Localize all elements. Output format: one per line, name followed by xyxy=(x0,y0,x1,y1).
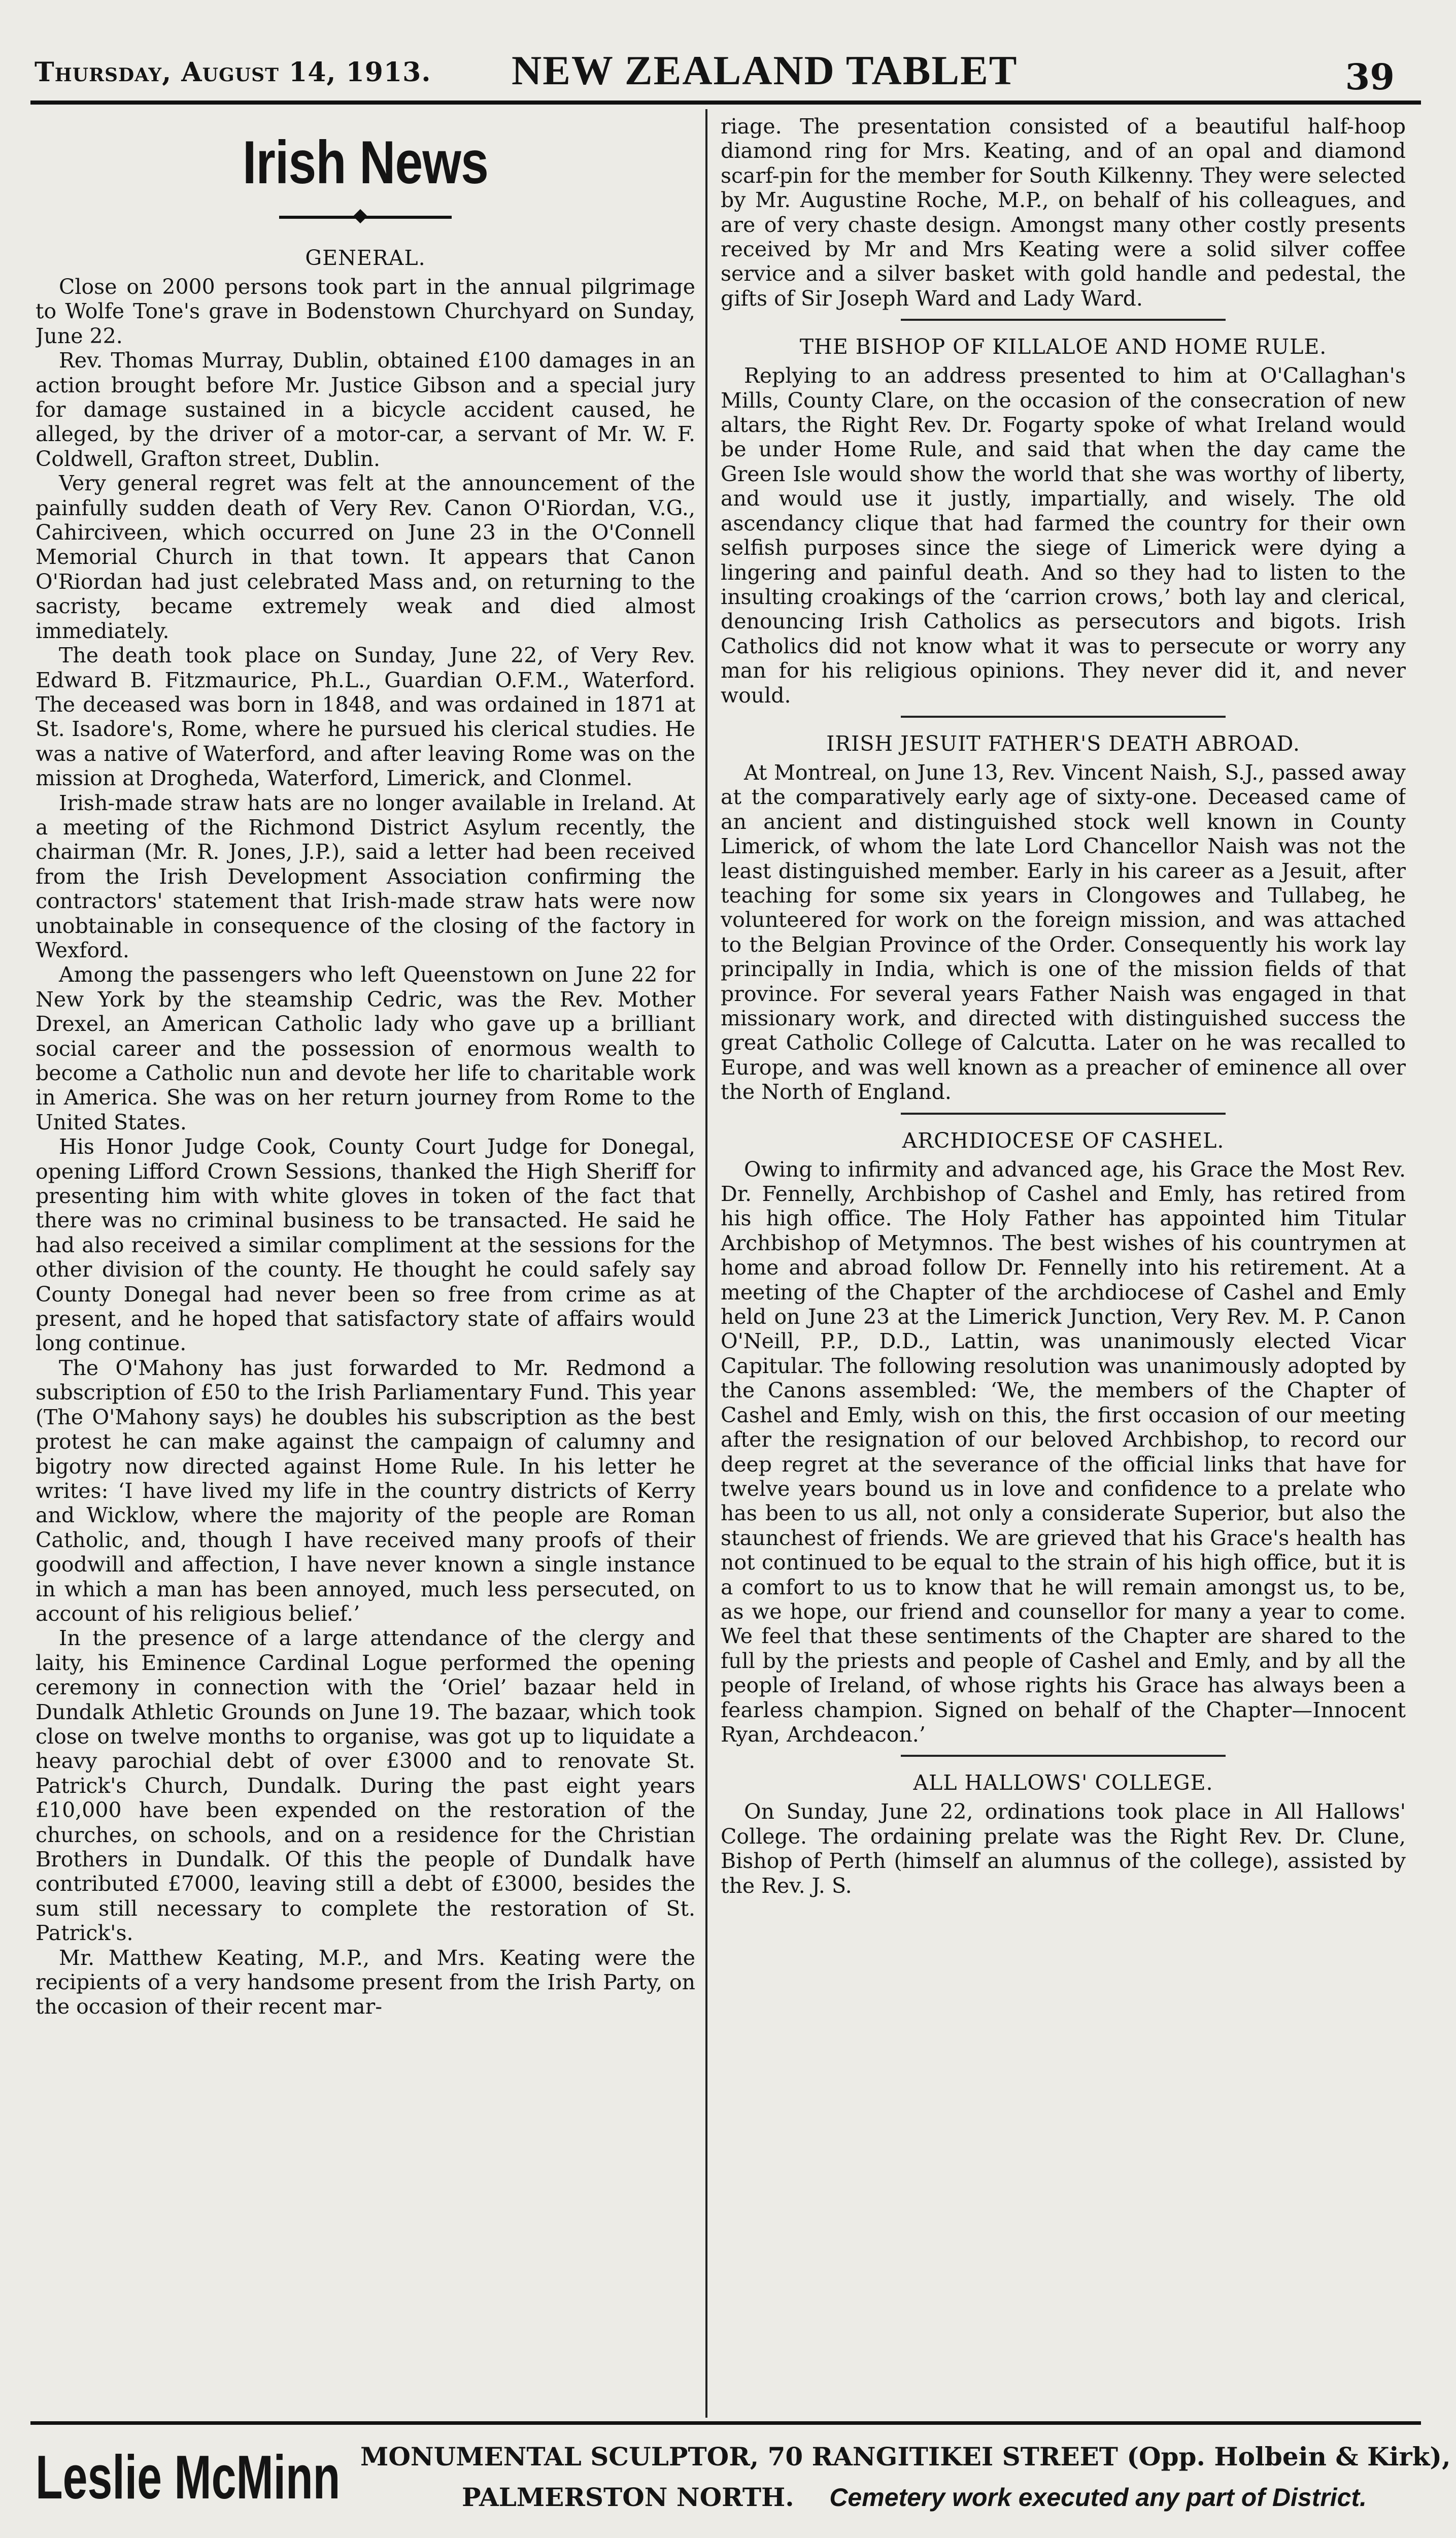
section-rule xyxy=(901,1113,1226,1115)
general-heading: GENERAL. xyxy=(305,246,426,270)
article-paragraph: At Montreal, on June 13, Rev. Vincent Naish, S.J., passed away at the comparatively early age of sixty-one. Deceased came of an ancient and distinguished stock well known in County Limerick, of whom the late Lord Chancellor Naish was not the least distinguished member. Early in his career as a Jesuit, after teaching for some six years in Clongowes and Tullabeg, he volunteered for work on the foreign mission, and was attached to the Belgian Province of the Order. Consequently his work lay principally in India, which is one of the mission fields of that province. For several years Father Naish was engaged in that missionary work, and directed with distinguished success the great Catholic College of Calcutta. Later on he was recalled to Europe, and was well known as a preacher of eminence all over the North of England. xyxy=(721,760,1406,1105)
masthead-title: NEW ZEALAND TABLET xyxy=(512,47,1018,93)
column-divider xyxy=(705,109,707,2418)
advertiser-address: MONUMENTAL SCULPTOR, 70 RANGITIKEI STREET (Opp. Holbein & Kirk), xyxy=(360,2442,1451,2472)
article-paragraph: His Honor Judge Cook, County Court Judge for Donegal, opening Lifford Crown Sessions, thanked the High Sheriff for presenting him with white gloves in token of the fact that there was no criminal business to be transacted. He said he had also received a similar compliment at the sessions for the other division of the county. He thought he could safely say County Donegal had never been so free from crime as at present, and he hoped that satisfactory state of affairs would long continue. xyxy=(36,1134,695,1356)
section-title: Irish News xyxy=(242,128,488,196)
advertiser-note: Cemetery work executed any part of District. xyxy=(829,2483,1367,2512)
article-paragraph: Replying to an address presented to him at O'Callaghan's Mills, County Clare, on the occasion of the consecration of new altars, the Right Rev. Dr. Fogarty spoke of what Ireland would be under Home Rule, and said that when the day came the Green Isle would show the world that she was worthy of liberty, and would use it justly, impartially, and wisely. The old ascendancy clique that had farmed the country for their own selfish purposes since the siege of Limerick were dying a lingering and painful death. And so they had to listen to the insulting croakings of the ‘carrion crows,’ both lay and clerical, denouncing Irish Catholics as persecutors and bigots. Irish Catholics did not know what it was to persecute or worry any man for his religious opinions. They never did it, and never would. xyxy=(721,363,1406,708)
continued-paragraph: riage. The presentation consisted of a beautiful half-hoop diamond ring for Mrs. Keating, and of an opal and diamond scarf-pin for the member for South Kilkenny. They were selected by Mr. Augustine Roche, M.P., on behalf of his colleagues, and are of very chaste design. Amongst many other costly presents received by Mr and Mrs Keating were a solid silver coffee service and a silver basket with gold handle and pedestal, the gifts of Sir Joseph Ward and Lady Ward. xyxy=(721,114,1406,311)
article-paragraph: Owing to infirmity and advanced age, his Grace the Most Rev. Dr. Fennelly, Archbishop of Cashel and Emly, has retired from his high office. The Holy Father has appointed him Titular Archbishop of Metymnos. The best wishes of his countrymen at home and abroad follow Dr. Fennelly into his retirement. At a meeting of the Chapter of the archdiocese of Cashel and Emly held on June 23 at the Limerick Junction, Very Rev. M. P. Canon O'Neill, P.P., D.D., Lattin, was unanimously elected Vicar Capitular. The following resolution was unanimously adopted by the Canons assembled: ‘We, the members of the Chapter of Cashel and Emly, wish on this, the first occasion of our meeting after the resignation of our beloved Archbishop, to record our deep regret at the severance of the official links that have for twelve years bound us in love and confidence to a prelate who has been to us all, not only a considerate Superior, but also the staunchest of friends. We are grieved that his Grace's health has not continued to be equal to the strain of his high office, but it is a comfort to us to know that he will remain amongst us, to be, as we hope, our friend and counsellor for many a year to come. We feel that these sentiments of the Chapter are shared to the full by the priests and people of Cashel and Emly, and by all the people of Ireland, of whose rights his Grace has always been a fearless champion. Signed on behalf of the Chapter—Innocent Ryan, Archdeacon.’ xyxy=(721,1157,1406,1747)
header-rule xyxy=(30,101,1421,105)
advertiser-name: Leslie McMinn xyxy=(36,2443,341,2512)
article-paragraph: The O'Mahony has just forwarded to Mr. Redmond a subscription of £50 to the Irish Parliamentary Fund. This year (The O'Mahony says) he doubles his subscription as the best protest he can make against the campaign of calumny and bigotry now directed against Home Rule. In his letter he writes: ‘I have lived my life in the country districts of Kerry and Wicklow, where the majority of the people are Roman Catholic, and, though I have received many proofs of their goodwill and affection, I have never known a single instance in which a man has been annoyed, much less persecuted, on account of his religious belief.’ xyxy=(36,1355,695,1626)
jesuit-heading: IRISH JESUIT FATHER'S DEATH ABROAD. xyxy=(826,731,1300,756)
section-rule xyxy=(901,1755,1226,1757)
article-paragraph: The death took place on Sunday, June 22, of Very Rev. Edward B. Fitzmaurice, Ph.L., Guardian O.F.M., Waterford. The deceased was born in 1848, and was ordained in 1871 at St. Isadore's, Rome, where he pursued his clerical studies. He was a native of Waterford, and after leaving Rome was on the mission at Drogheda, Waterford, Limerick, and Clonmel. xyxy=(36,643,695,791)
advertiser-locality xyxy=(462,2482,1367,2512)
article-paragraph: In the presence of a large attendance of the clergy and laity, his Eminence Cardinal Logue performed the opening ceremony in connection with the ‘Oriel’ bazaar held in Dundalk Athletic Grounds on June 19. The bazaar, which took close on twelve months to organise, was got up to liquidate a heavy parochial debt of over £3000 and to renovate St. Patrick's Church, Dundalk. During the past eight years £10,000 have been expended on the restoration of the churches, on schools, and on a residence for the Christian Brothers in Dundalk. Of this the people of Dundalk have contributed £7000, leaving still a debt of £3000, besides the sum still necessary to complete the restoration of St. Patrick's. xyxy=(36,1626,695,1946)
article-paragraph: Close on 2000 persons took part in the annual pilgrimage to Wolfe Tone's grave in Bodenstown Churchyard on Sunday, June 22. xyxy=(36,275,695,348)
cashel-heading: ARCHDIOCESE OF CASHEL. xyxy=(902,1128,1225,1153)
page-header xyxy=(35,47,1405,103)
title-ornament-rule xyxy=(279,216,452,219)
advertiser-town: PALMERSTON NORTH. xyxy=(462,2482,794,2512)
section-rule xyxy=(901,716,1226,718)
footer-advertisement xyxy=(36,2436,1451,2538)
article-paragraph: Irish-made straw hats are no longer available in Ireland. At a meeting of the Richmond District Asylum recently, the chairman (Mr. R. Jones, J.P.), said a letter had been received from the Irish Development Association confirming the contractors' statement that Irish-made straw hats were now unobtainable in consequence of the closing of the factory in Wexford. xyxy=(36,790,695,962)
left-column xyxy=(36,114,695,2419)
right-column xyxy=(721,114,1406,2419)
article-paragraph: Mr. Matthew Keating, M.P., and Mrs. Keating were the recipients of a very handsome present from the Irish Party, on the occasion of their recent mar- xyxy=(36,1945,695,2019)
article-paragraph: On Sunday, June 22, ordinations took place in All Hallows' College. The ordaining prelate was the Right Rev. Dr. Clune, Bishop of Perth (himself an alumnus of the college), assisted by the Rev. J. S. xyxy=(721,1799,1406,1898)
article-paragraph: Very general regret was felt at the announcement of the painfully sudden death of Very Rev. Canon O'Riordan, V.G., Cahirciveen, which occurred on June 23 in the O'Connell Memorial Church in that town. It appears that Canon O'Riordan had just celebrated Mass and, on returning to the sacristy, became extremely weak and died almost immediately. xyxy=(36,471,695,643)
section-rule xyxy=(901,319,1226,321)
diamond-ornament-icon xyxy=(353,209,367,223)
footer-rule xyxy=(30,2421,1421,2425)
killaloe-heading: THE BISHOP OF KILLALOE AND HOME RULE. xyxy=(799,335,1327,359)
article-paragraph: Rev. Thomas Murray, Dublin, obtained £100 damages in an action brought before Mr. Justice Gibson and a special jury for damage sustained in a bicycle accident caused, he alleged, by the driver of a motor-car, a servant of Mr. W. F. Coldwell, Grafton street, Dublin. xyxy=(36,348,695,471)
all-hallows-heading: ALL HALLOWS' COLLEGE. xyxy=(913,1771,1213,1795)
issue-date: Thursday, August 14, 1913. xyxy=(35,57,431,88)
article-paragraph: Among the passengers who left Queenstown on June 22 for New York by the steamship Cedric, was the Rev. Mother Drexel, an American Catholic lady who gave up a brilliant social career and the possession of enormous wealth to become a Catholic nun and devote her life to charitable work in America. She was on her return journey from Rome to the United States. xyxy=(36,962,695,1134)
page-number: 39 xyxy=(1345,56,1395,98)
